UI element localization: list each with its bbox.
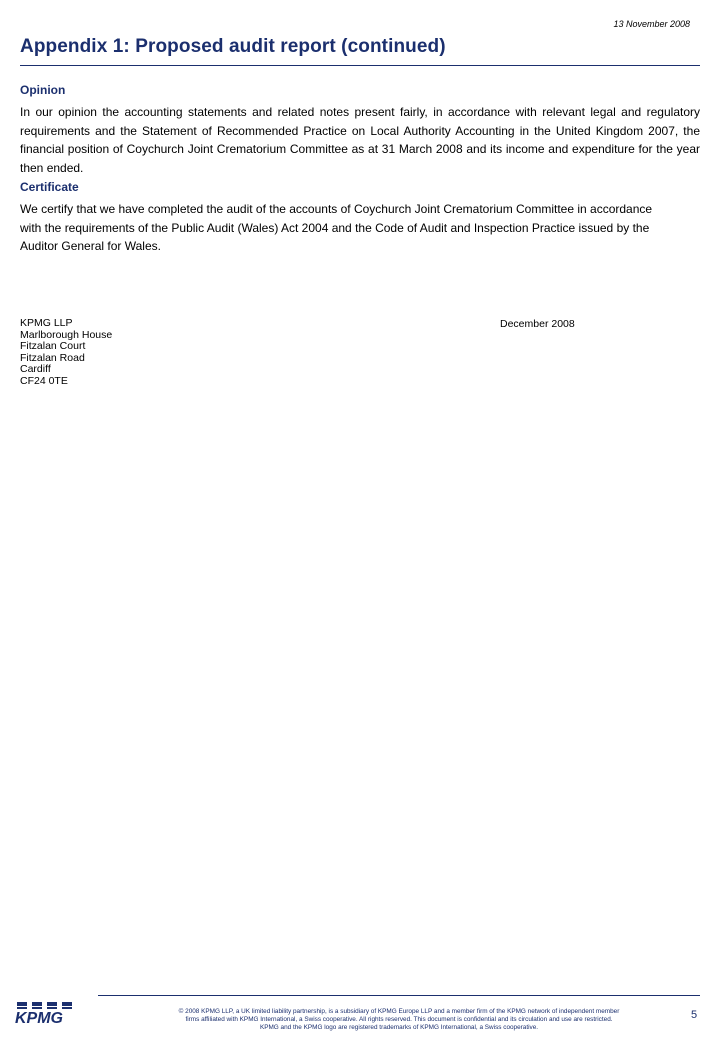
certificate-paragraph: We certify that we have completed the audit of the accounts of Coychurch Joint Crematorium Committee in accordance with the requirements of the Public Audit (Wales) Act 2004 and the Code of Audit and Inspection Practice issued by the Auditor General for Wales. [20, 202, 653, 253]
svg-text:KPMG: KPMG [15, 1010, 63, 1026]
footer-legal-text [96, 1008, 702, 1032]
address-line: KPMG LLP [20, 317, 73, 329]
certificate-heading: Certificate [20, 180, 79, 194]
kpmg-logo [14, 998, 84, 1031]
signature-date: December 2008 [500, 318, 575, 330]
footer-divider [98, 995, 700, 996]
address-line: Marlborough House [20, 328, 113, 341]
footer-line: firms affiliated with KPMG International, a Swiss cooperative. All rights reserved. This document is confidential and its circulation and use are restricted. [185, 1015, 613, 1023]
address-line: Fitzalan Court [20, 340, 86, 353]
document-date: 13 November 2008 [613, 19, 690, 29]
page-title: Appendix 1: Proposed audit report (continued) [20, 36, 446, 57]
address-line: Fitzalan Road [20, 351, 85, 364]
footer-line: © 2008 KPMG LLP, a UK limited liability partnership, is a subsidiary of KPMG Europe LLP and a member firm of the KPMG network of independent member [178, 1008, 620, 1015]
page-number: 5 [691, 1009, 698, 1021]
auditor-address [20, 318, 112, 388]
kpmg-logo-icon [14, 998, 84, 1026]
address-line: Cardiff [20, 363, 51, 376]
opinion-paragraph: In our opinion the accounting statements and related notes present fairly, in accordance with relevant legal and regulatory requirements and the Statement of Recommended Practice on Local Authority Accounting in the United Kingdom 2007, the financial position of Coychurch Joint Crematorium Committee as at 31 March 2008 and its income and expenditure for the year then ended. [20, 105, 700, 175]
address-line: CF24 0TE [20, 374, 68, 387]
opinion-heading: Opinion [20, 83, 66, 97]
title-divider [20, 65, 700, 66]
footer-line: KPMG and the KPMG logo are registered trademarks of KPMG International, a Swiss cooperative. [259, 1023, 539, 1031]
